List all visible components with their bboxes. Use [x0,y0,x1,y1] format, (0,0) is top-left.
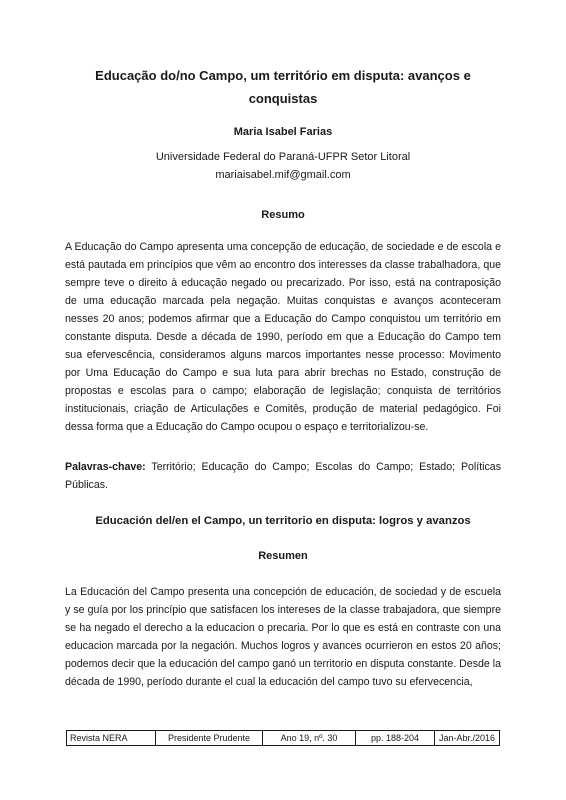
abstract-heading: Resumo [261,209,305,221]
footer-city: Presidente Prudente [156,731,263,746]
author-affiliation: Universidade Federal do Paraná-UFPR Setor Litoral [155,151,411,163]
spanish-title: Educación del/en el Campo, un territorio en disputa: logros y avanzos [95,515,471,527]
author-email: mariaisabel.mif@gmail.com [215,169,351,181]
keywords-label: Palavras-chave: [65,461,146,473]
footer-issue: Ano 19, nº. 30 [263,731,356,746]
keywords-text: Território; Educação do Campo; Escolas do Campo; Estado; Políticas Públicas. [65,461,501,491]
spanish-abstract-heading: Resumen [258,550,308,562]
spanish-abstract-text: La Educación del Campo presenta una concepción de educación, de sociedad y de escuela y se guía por los princípio que satisfacen los intereses de la classe trabajadora, que siempre se ha negado el derecho a la educacion o precaria. Por lo que es está en contraste con una educacion marcada por la negación. Muchos logros y avances ocurrieron en estos 20 años; podemos decir que la educación del campo ganó un territorio en disputa constante. Desde la década de 1990, período durante el cual la educación del campo tuvo su efervecencia, [65,586,501,688]
journal-footer [66,730,500,746]
author-name: Maria Isabel Farias [233,126,333,138]
footer-date: Jan-Abr./2016 [435,731,500,746]
footer-journal: Revista NERA [67,731,156,746]
footer-row [67,731,500,746]
keywords-paragraph [65,458,501,494]
abstract-text: A Educação do Campo apresenta uma concepção de educação, de sociedade e de escola e está pautada em princípios que vêm ao encontro dos interesses da classe trabalhadora, que sempre teve o direito à educação negado ou precarizado. Por isso, está na contraposição de uma educação marcada pela negação. Muitas conquistas e avanços aconteceram nesses 20 anos; podemos afirmar que a Educação do Campo conquistou um território em constante disputa. Desde a década de 1990, período em que a Educação do Campo tem sua efervescência, consideramos alguns marcos importantes nesse processo: Movimento por Uma Educação do Campo e sua luta para abrir brechas no Estado, construção de propostas e escolas para o campo; elaboração de legislação; conquista de territórios institucionais, criação de Articulações e Comitês, produção de material pedagógico. Foi dessa forma que a Educação do Campo ocupou o espaço e territorializou-se. [65,241,501,433]
footer-pages: pp. 188-204 [356,731,435,746]
paper-title: Educação do/no Campo, um território em disputa: avanços e conquistas [95,68,471,106]
